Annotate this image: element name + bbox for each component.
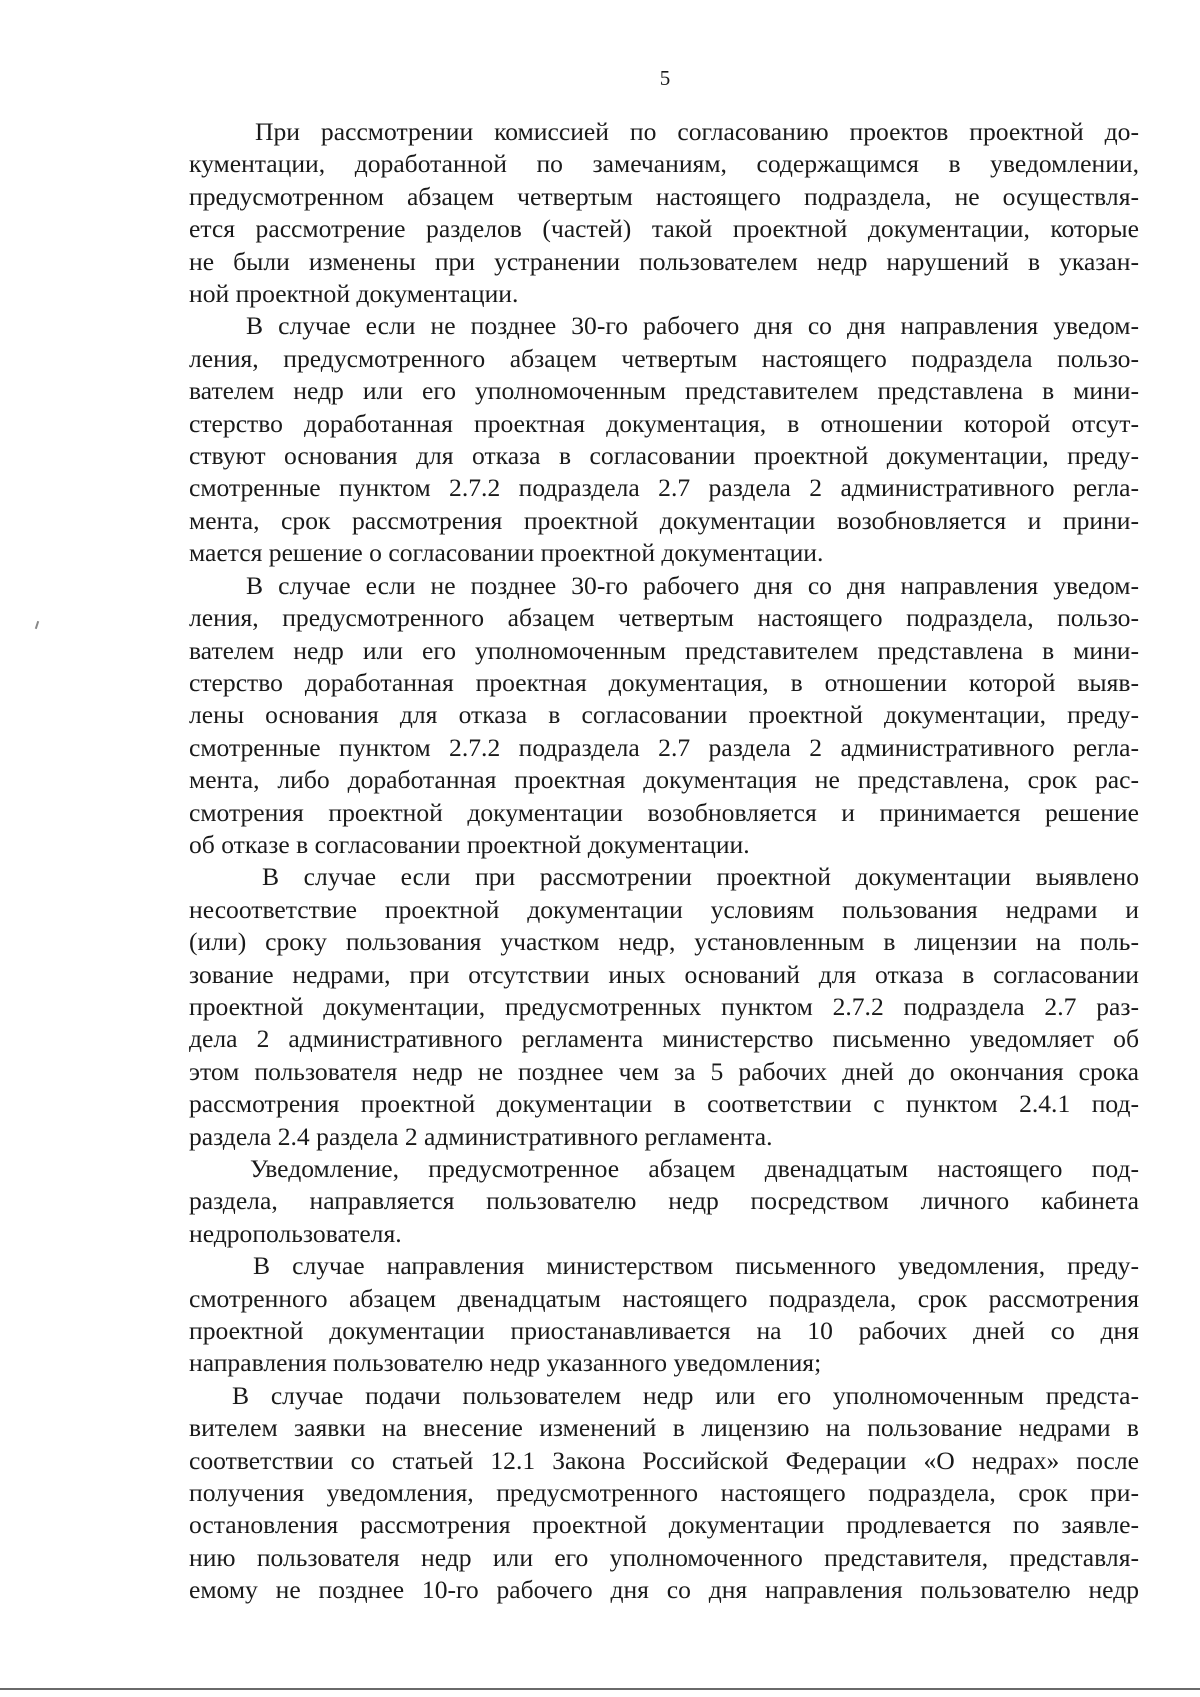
text-line: емому не позднее 10-го рабочего дня со дня направления пользователю недр <box>189 1575 1139 1605</box>
text-line: В случае если при рассмотрении проектной документации выявлено <box>262 862 1139 892</box>
text-line: раздела, направляется пользователю недр посредством личного кабинета <box>189 1186 1139 1216</box>
paragraph <box>189 116 1139 310</box>
paragraph <box>189 861 1139 1153</box>
text-line: При рассмотрении комиссией по согласованию проектов проектной до- <box>255 117 1139 146</box>
text-line: не были изменены при устранении пользователем недр нарушений в указан- <box>189 246 1139 276</box>
text-line: об отказе в согласовании проектной документации. <box>189 829 750 859</box>
text-line: мента, срок рассмотрения проектной документации возобновляется и прини- <box>189 505 1139 535</box>
text-line: недропользователя. <box>189 1218 402 1248</box>
text-line: проектной документации приостанавливается на 10 рабочих дней со дня <box>189 1316 1139 1346</box>
text-line: мента, либо доработанная проектная документация не представлена, срок рас- <box>189 765 1139 795</box>
paragraph <box>189 310 1139 569</box>
text-line: вителем заявки на внесение изменений в лицензию на пользование недрами в <box>189 1413 1139 1443</box>
text-line: дела 2 административного регламента министерство письменно уведомляет об <box>189 1024 1139 1054</box>
text-line: направления пользователю недр указанного уведомления; <box>189 1348 822 1378</box>
text-line: кументации, доработанной по замечаниям, содержащимся в уведомлении, <box>189 149 1139 179</box>
text-line: ления, предусмотренного абзацем четвертым настоящего подраздела пользо- <box>189 343 1139 373</box>
document-body <box>189 116 1139 1607</box>
text-line: ствуют основания для отказа в согласовании проектной документации, преду- <box>189 441 1139 471</box>
text-line: стерство доработанная проектная документация, в отношении которой выяв- <box>189 667 1139 697</box>
text-line: раздела 2.4 раздела 2 административного регламента. <box>189 1121 773 1151</box>
page-bottom-edge <box>0 1688 1200 1690</box>
text-line: смотренные пунктом 2.7.2 подраздела 2.7 раздела 2 административного регла- <box>189 473 1139 503</box>
text-line: Уведомление, предусмотренное абзацем двенадцатым настоящего под- <box>250 1154 1139 1183</box>
text-line: смотрения проектной документации возобновляется и принимается решение <box>189 797 1139 827</box>
text-line: В случае если не позднее 30-го рабочего дня со дня направления уведом- <box>246 570 1139 600</box>
text-line: нию пользователя недр или его уполномоченного представителя, представля- <box>189 1542 1139 1572</box>
text-line: ления, предусмотренного абзацем четвертым настоящего подраздела, пользо- <box>189 603 1139 633</box>
text-line: рассмотрения проектной документации в соответствии с пунктом 2.4.1 под- <box>189 1089 1139 1119</box>
text-line: предусмотренном абзацем четвертым настоящего подраздела, не осуществля- <box>189 181 1139 211</box>
text-line: стерство доработанная проектная документация, в отношении которой отсут- <box>189 408 1139 438</box>
paragraph <box>189 1153 1139 1250</box>
paragraph <box>189 1250 1139 1380</box>
text-line: остановления рассмотрения проектной документации продлевается по заявле- <box>189 1510 1139 1540</box>
text-line: ной проектной документации. <box>189 279 519 309</box>
page-number: 5 <box>659 66 671 90</box>
text-line: несоответствие проектной документации условиям пользования недрами и <box>189 894 1139 924</box>
text-line: вателем недр или его уполномоченным представителем представлена в мини- <box>189 635 1139 665</box>
text-line: этом пользователя недр не позднее чем за 5 рабочих дней до окончания срока <box>189 1056 1139 1086</box>
text-line: мается решение о согласовании проектной документации. <box>189 538 824 568</box>
text-line: В случае если не позднее 30-го рабочего дня со дня направления уведом- <box>246 311 1139 341</box>
text-line: зование недрами, при отсутствии иных оснований для отказа в согласовании <box>189 959 1139 989</box>
paragraph <box>189 1380 1139 1607</box>
text-line: получения уведомления, предусмотренного настоящего подраздела, срок при- <box>189 1478 1139 1508</box>
text-line: В случае направления министерством письменного уведомления, преду- <box>253 1251 1139 1281</box>
paragraph <box>189 570 1139 862</box>
text-line: соответствии со статьей 12.1 Закона Российской Федерации «О недрах» после <box>189 1445 1139 1475</box>
scan-artifact <box>35 621 39 629</box>
text-line: В случае подачи пользователем недр или его уполномоченным предста- <box>232 1380 1139 1410</box>
text-line: смотренные пунктом 2.7.2 подраздела 2.7 раздела 2 административного регла- <box>189 732 1139 762</box>
text-line: (или) сроку пользования участком недр, установленным в лицензии на поль- <box>189 927 1139 957</box>
text-line: вателем недр или его уполномоченным представителем представлена в мини- <box>189 376 1139 406</box>
text-line: проектной документации, предусмотренных пунктом 2.7.2 подраздела 2.7 раз- <box>189 991 1139 1021</box>
text-line: лены основания для отказа в согласовании проектной документации, преду- <box>189 700 1139 730</box>
text-line: смотренного абзацем двенадцатым настоящего подраздела, срок рассмотрения <box>189 1283 1139 1313</box>
text-line: ется рассмотрение разделов (частей) такой проектной документации, которые <box>189 214 1139 244</box>
